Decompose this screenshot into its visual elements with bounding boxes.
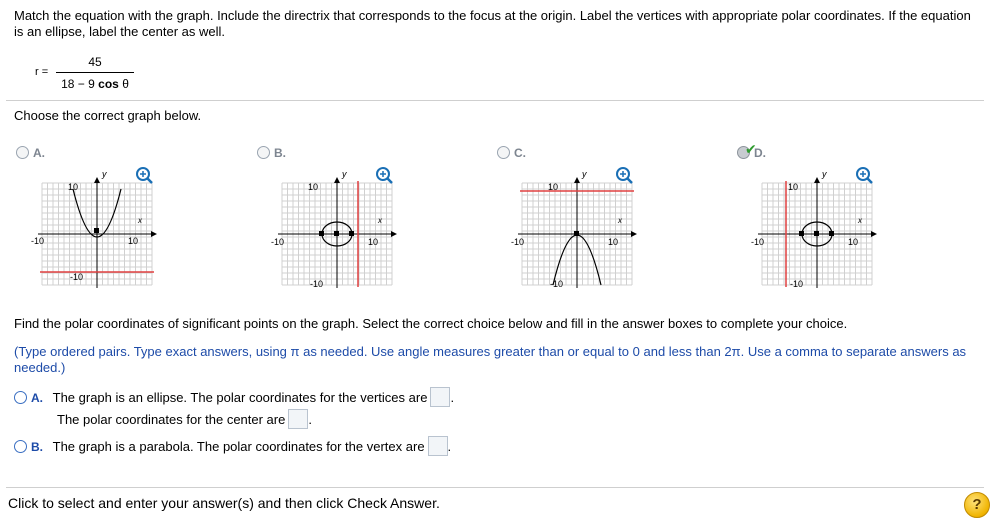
equation-lhs: r = [35,66,49,78]
x-tick-pos: 10 [368,237,379,247]
center-answer-box[interactable] [288,409,308,429]
option-d-letter: D. [754,146,766,160]
option-b-radio[interactable] [257,146,270,159]
period: . [450,390,455,405]
zoom-icon[interactable] [857,168,872,183]
y-tick-pos: 10 [788,182,799,192]
question-text: Match the equation with the graph. Include the directrix that corresponds to the focus at the origin. Label the vertices with appropriate polar coordinates. If the equation is an ellipse, label the center as well. [14,8,971,39]
graph-d-svg [748,165,888,290]
option-c-letter: C. [514,146,526,160]
graph-c[interactable] [508,165,648,290]
y-tick-neg: -10 [790,279,804,289]
y-tick-neg: -10 [310,279,324,289]
answer-b-line1: The graph is a parabola. The polar coordinates for the vertex are [52,439,425,454]
graph-d[interactable] [748,165,888,290]
y-label: y [342,169,347,179]
option-c-radio[interactable] [497,146,510,159]
zoom-icon[interactable] [617,168,632,183]
option-a-radio[interactable] [16,146,29,159]
option-b[interactable] [257,145,286,160]
vertex-answer-box[interactable] [428,436,448,456]
y-tick-pos: 10 [308,182,319,192]
denominator-var: θ [122,77,129,91]
x-tick-pos: 10 [608,237,619,247]
fraction-bar [56,72,134,73]
period: . [308,412,312,427]
denominator-func: cos [98,77,119,91]
option-a[interactable] [16,145,45,160]
vertex-point [94,228,99,233]
answer-a-line1: The graph is an ellipse. The polar coordinates for the vertices are [52,390,428,405]
y-label: y [102,169,107,179]
answer-a-row2 [57,409,312,429]
choose-prompt: Choose the correct graph below. [14,108,202,123]
zoom-icon[interactable] [137,168,152,183]
x-label: x [618,216,622,225]
y-label: y [582,169,587,179]
x-label: x [378,216,382,225]
option-d[interactable] [737,141,766,160]
graph-a-svg [28,165,168,290]
y-tick-pos: 10 [548,182,559,192]
checkmark-icon: ✔ [745,141,757,157]
answer-a-row[interactable] [14,387,454,407]
answer-a-line2: The polar coordinates for the center are [57,412,286,427]
instructions: (Type ordered pairs. Type exact answers, using π as needed. Use angle measures greater than or equal to 0 and less than 2π. Use a comma to separate answers as needed.) [14,344,967,375]
x-tick-neg: -10 [511,237,525,247]
answer-b-letter: B. [31,440,43,454]
option-b-letter: B. [274,146,286,160]
y-tick-neg: -10 [550,279,564,289]
option-c[interactable] [497,145,526,160]
graph-a[interactable] [28,165,168,290]
graph-b-svg [268,165,408,290]
x-tick-pos: 10 [848,237,859,247]
y-label: y [822,169,827,179]
divider-bottom [6,487,984,488]
x-label: x [138,216,142,225]
x-tick-pos: 10 [128,236,139,246]
vertices-answer-box[interactable] [430,387,450,407]
x-tick-neg: -10 [271,237,285,247]
x-label: x [858,216,862,225]
option-a-letter: A. [33,146,45,160]
graph-c-svg [508,165,648,290]
denominator-prefix: 18 − 9 [61,77,99,91]
footer-hint: Click to select and enter your answer(s) and then click Check Answer. [8,495,440,511]
x-tick-neg: -10 [31,236,45,246]
answer-b-radio[interactable] [14,440,27,453]
answer-a-letter: A. [31,391,43,405]
help-icon[interactable]: ? [964,492,990,518]
x-tick-neg: -10 [751,237,765,247]
answer-a-radio[interactable] [14,391,27,404]
zoom-icon[interactable] [377,168,392,183]
equation-numerator: 45 [88,55,102,69]
period: . [447,439,452,454]
y-tick-neg: -10 [70,272,84,282]
find-prompt: Find the polar coordinates of significant points on the graph. Select the correct choice below and fill in the answer boxes to complete your choice. [14,316,848,331]
answer-b-row[interactable] [14,436,451,456]
divider-top [6,100,984,101]
graph-b[interactable] [268,165,408,290]
y-tick-pos: 10 [68,182,79,192]
equation-denominator [56,76,134,92]
equation-fraction [56,54,134,92]
